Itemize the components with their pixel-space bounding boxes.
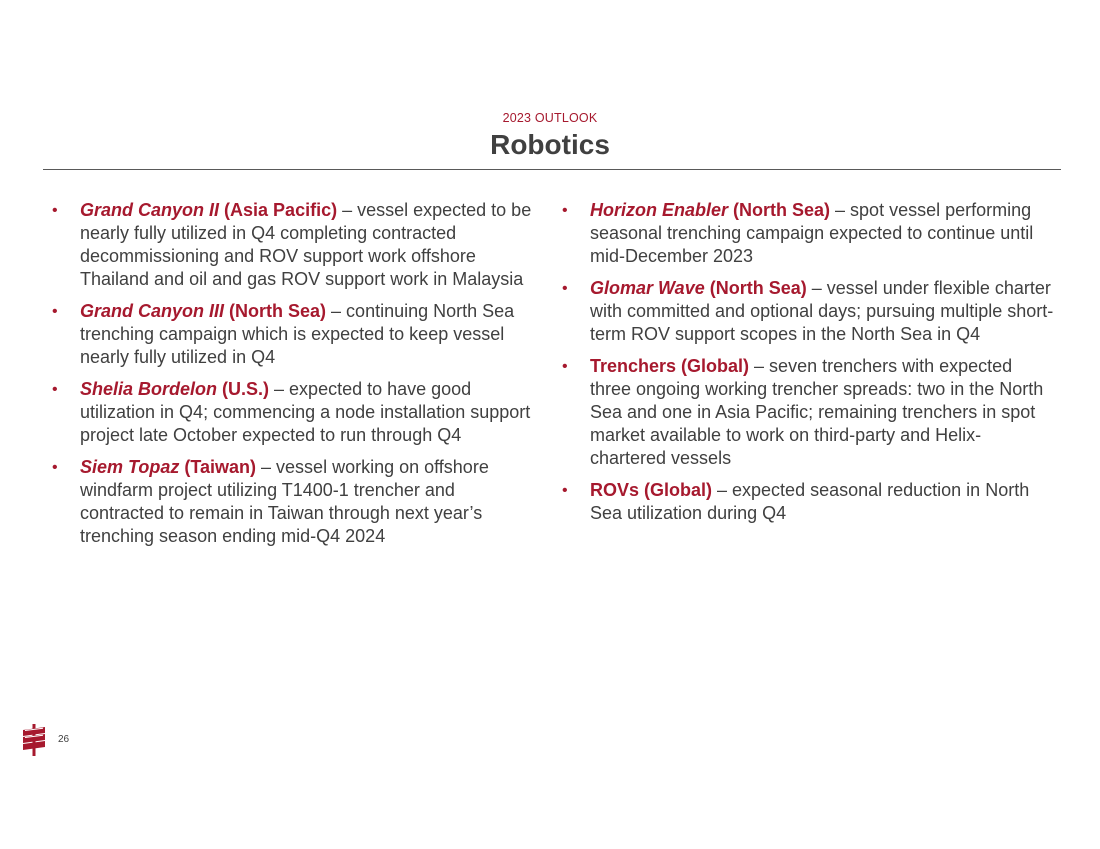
item-description: – spot vessel performing seasonal trenching campaign expected to continue until mid-December 2023 xyxy=(590,200,1034,266)
list-item xyxy=(560,479,1055,525)
item-description: – vessel expected to be nearly fully utilized in Q4 completing contracted decommissioning and ROV support work offshore Thailand and oil and gas ROV support work in Malaysia xyxy=(80,200,532,289)
bullet-icon: • xyxy=(562,482,568,499)
list-item xyxy=(50,199,540,291)
list-item xyxy=(560,277,1055,346)
list-item xyxy=(560,355,1055,470)
bullet-icon: • xyxy=(562,280,568,297)
vessel-name: Horizon Enabler xyxy=(590,200,729,220)
category-label: ROVs (Global) xyxy=(590,480,713,500)
item-description: – vessel under flexible charter with committed and optional days; pursuing multiple short-term ROV support scopes in the North Sea in Q4 xyxy=(590,278,1054,344)
list-item xyxy=(50,456,540,548)
title-divider xyxy=(43,169,1061,170)
vessel-region: (North Sea) xyxy=(704,278,807,298)
vessel-region: (North Sea) xyxy=(728,200,831,220)
vessel-region: (Asia Pacific) xyxy=(219,200,338,220)
item-description: – seven trenchers with expected three ongoing working trencher spreads: two in the North Sea and one in Asia Pacific; remaining trenchers in spot market available to work on third-party and Helix-chartered vessels xyxy=(590,356,1044,468)
bullet-icon: • xyxy=(562,358,568,375)
left-bullet-list xyxy=(50,199,540,557)
vessel-region: (U.S.) xyxy=(217,379,270,399)
vessel-region: (Taiwan) xyxy=(179,457,257,477)
page-number: 26 xyxy=(58,734,70,745)
bullet-icon: • xyxy=(562,202,568,219)
vessel-name: Siem Topaz xyxy=(80,457,180,477)
bullet-icon: • xyxy=(52,381,58,398)
vessel-name: Shelia Bordelon xyxy=(80,379,218,399)
bullet-icon: • xyxy=(52,202,58,219)
list-item xyxy=(560,199,1055,268)
item-description: – vessel working on offshore windfarm project utilizing T1400-1 trencher and contracted to remain in Taiwan through next year’s trenching season ending mid-Q4 2024 xyxy=(80,457,489,546)
bullet-icon: • xyxy=(52,459,58,476)
list-item xyxy=(50,300,540,369)
company-logo-icon xyxy=(20,724,48,756)
vessel-name: Grand Canyon II xyxy=(80,200,220,220)
list-item xyxy=(50,378,540,447)
section-eyebrow: 2023 OUTLOOK xyxy=(502,111,598,125)
item-description: – expected to have good utilization in Q4; commencing a node installation support project late October expected to run through Q4 xyxy=(80,379,531,445)
category-label: Trenchers (Global) xyxy=(590,356,750,376)
vessel-region: (North Sea) xyxy=(224,301,327,321)
page-title: Robotics xyxy=(490,129,610,160)
item-description: – expected seasonal reduction in North Sea utilization during Q4 xyxy=(590,480,1030,523)
vessel-name: Grand Canyon III xyxy=(80,301,225,321)
right-bullet-list xyxy=(560,199,1055,534)
bullet-icon: • xyxy=(52,303,58,320)
vessel-name: Glomar Wave xyxy=(590,278,705,298)
item-description: – continuing North Sea trenching campaign which is expected to keep vessel nearly fully utilized in Q4 xyxy=(80,301,515,367)
